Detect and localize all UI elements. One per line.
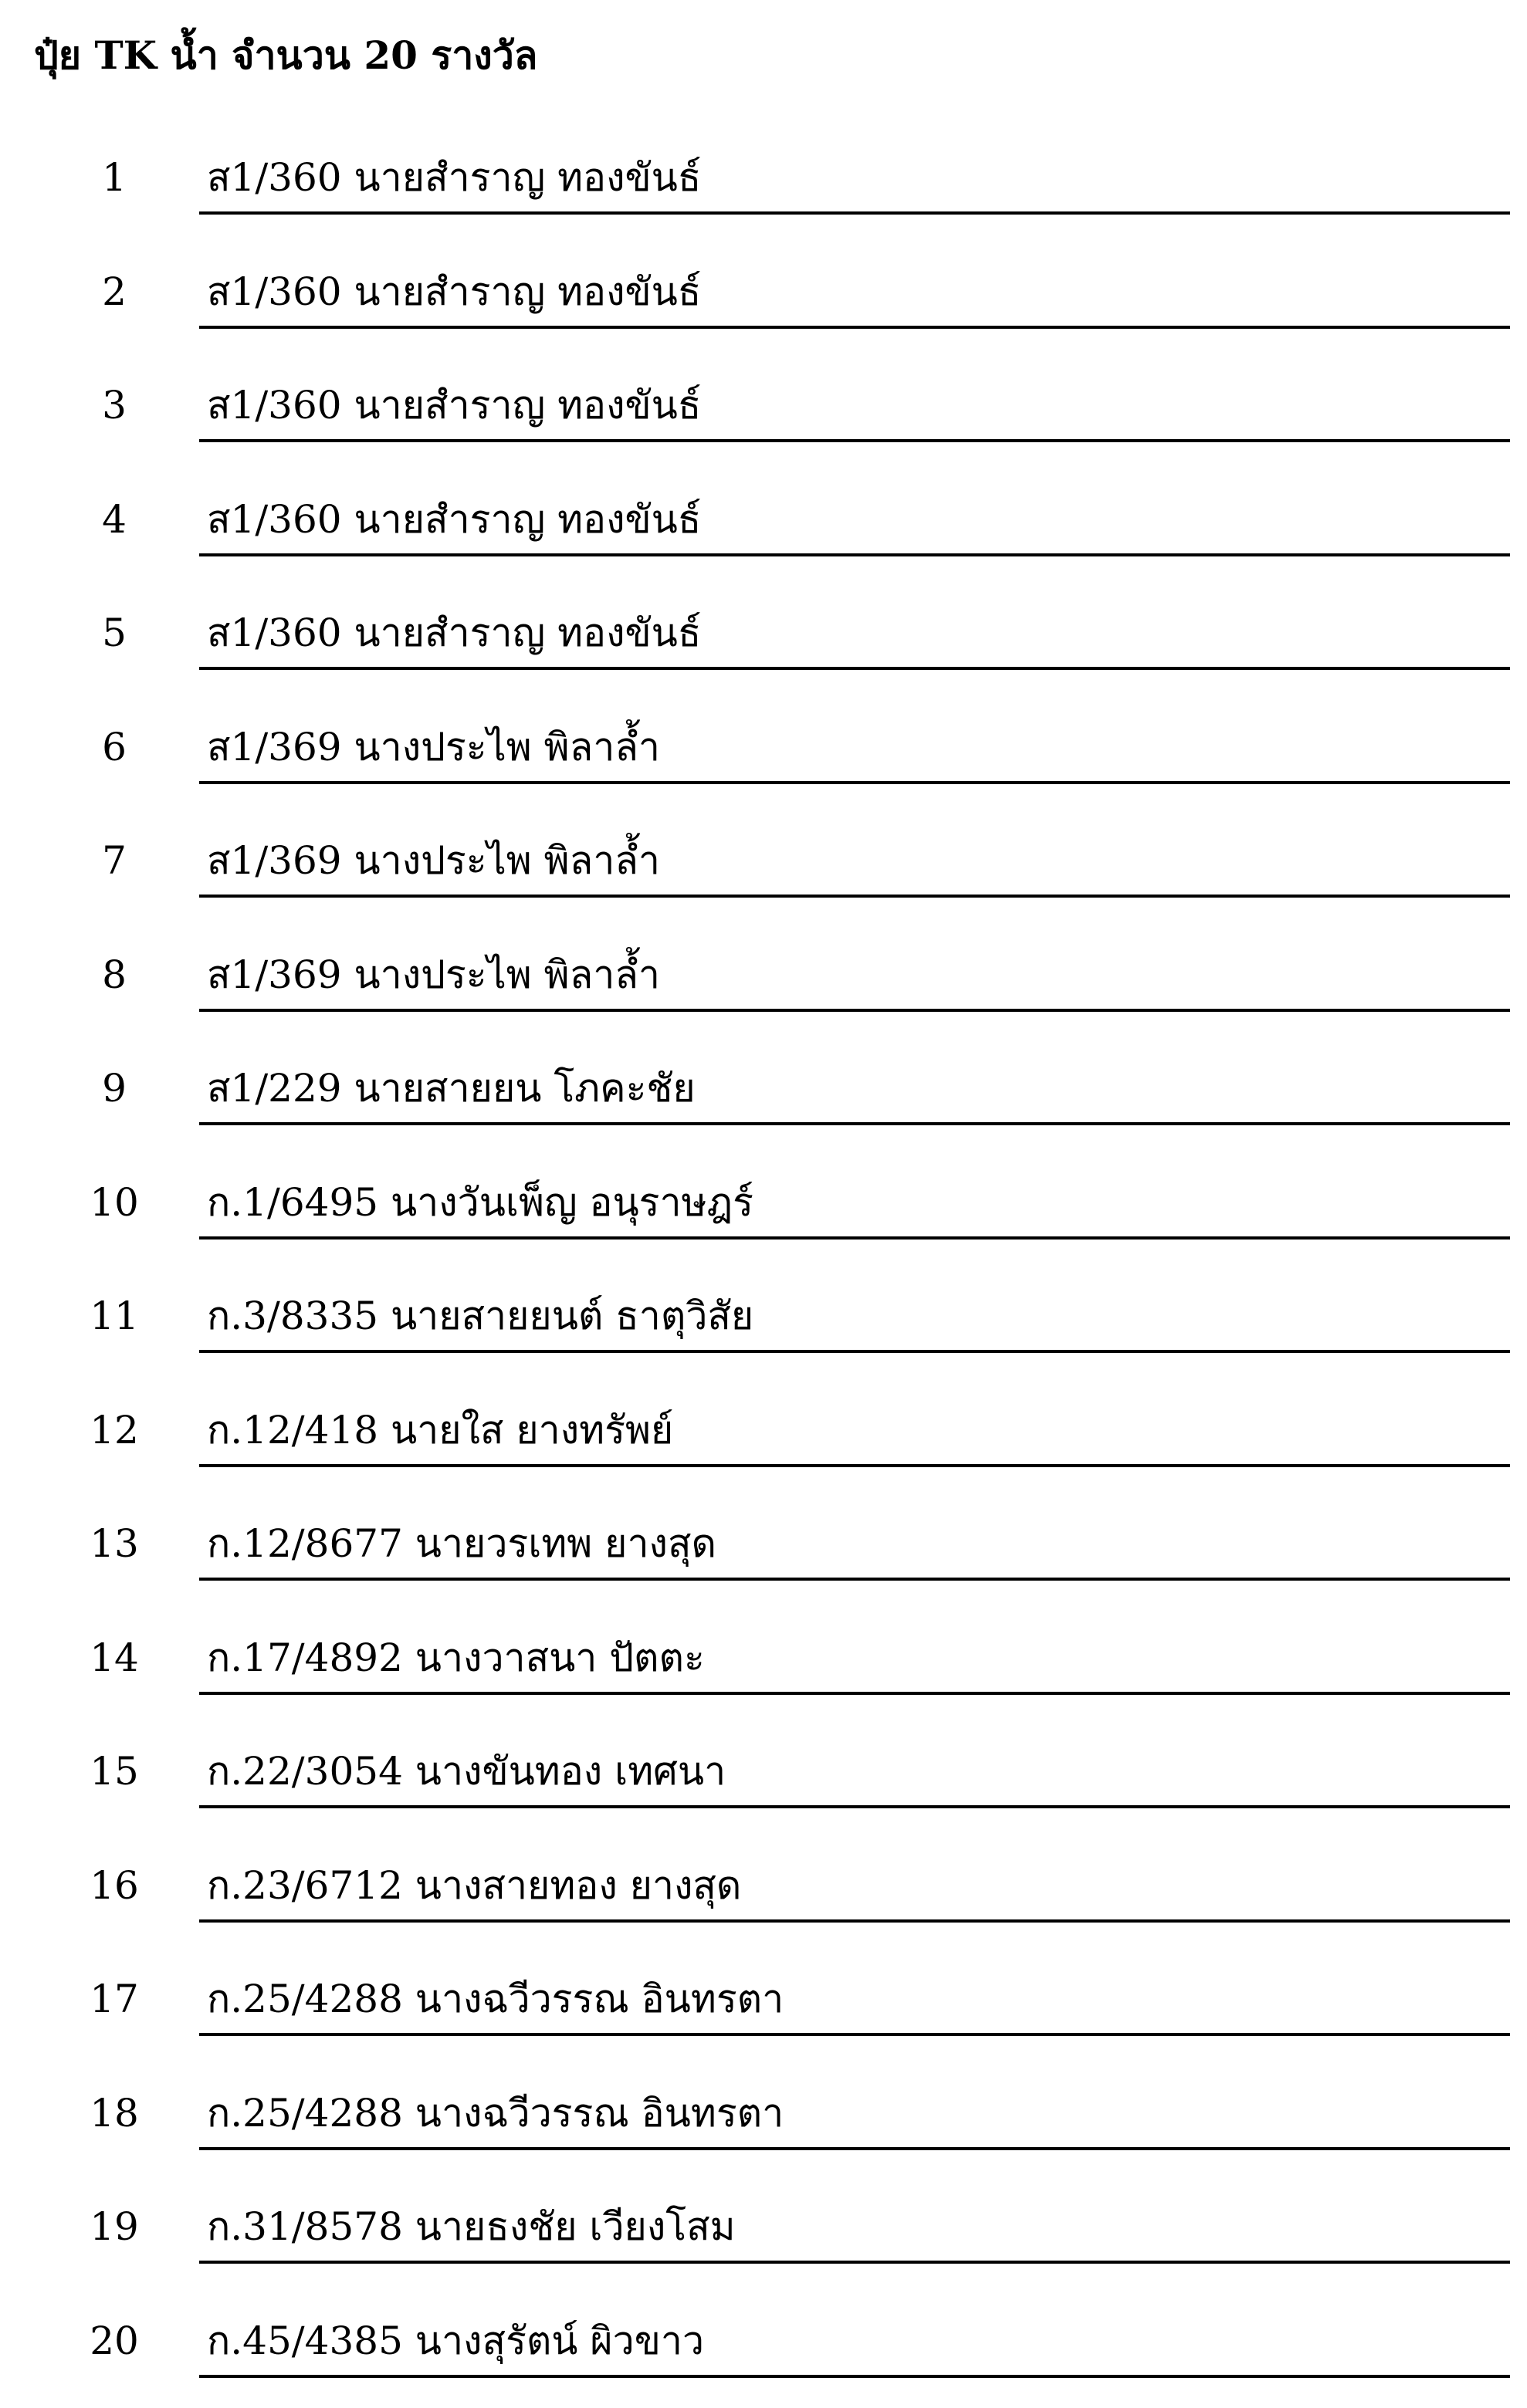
divider-line — [199, 2147, 1510, 2150]
divider-line — [199, 1236, 1510, 1240]
row-entry: ส1/360 นายสำราญ ทองขันธ์ — [207, 489, 701, 550]
row-number: 9 — [77, 1057, 151, 1119]
list-item — [0, 701, 1527, 815]
divider-line — [199, 1919, 1510, 1923]
row-entry: ก.25/4288 นางฉวีวรรณ อินทรตา — [207, 1968, 784, 2030]
list-item — [0, 1156, 1527, 1270]
list-item — [0, 1042, 1527, 1156]
row-entry: ส1/369 นางประไพ พิลาล้ำ — [207, 716, 660, 778]
divider-line — [199, 1350, 1510, 1353]
row-entry: ก.45/4385 นางสุรัตน์ ผิวขาว — [207, 2310, 704, 2372]
list-item — [0, 1839, 1527, 1953]
row-number: 5 — [77, 602, 151, 664]
row-number: 2 — [77, 261, 151, 323]
row-number: 4 — [77, 489, 151, 550]
list-item — [0, 1270, 1527, 1384]
row-number: 17 — [77, 1968, 151, 2030]
row-number: 14 — [77, 1627, 151, 1689]
divider-line — [199, 667, 1510, 670]
divider-line — [199, 2033, 1510, 2036]
row-entry: ส1/369 นางประไพ พิลาล้ำ — [207, 944, 660, 1006]
list-item — [0, 1953, 1527, 2067]
divider-line — [199, 553, 1510, 556]
list-item — [0, 1612, 1527, 1726]
row-number: 18 — [77, 2082, 151, 2144]
row-entry: ส1/360 นายสำราญ ทองขันธ์ — [207, 147, 701, 208]
row-entry: ก.17/4892 นางวาสนา ปัตตะ — [207, 1627, 705, 1689]
row-number: 16 — [77, 1855, 151, 1916]
row-entry: ก.23/6712 นางสายทอง ยางสุด — [207, 1855, 741, 1916]
list-item — [0, 1497, 1527, 1612]
divider-line — [199, 2375, 1510, 2378]
row-number: 6 — [77, 716, 151, 778]
row-entry: ส1/369 นางประไพ พิลาล้ำ — [207, 830, 660, 891]
divider-line — [199, 1805, 1510, 1808]
divider-line — [199, 326, 1510, 329]
list-item — [0, 587, 1527, 701]
divider-line — [199, 1464, 1510, 1467]
list-item — [0, 131, 1527, 245]
page-title: ปุ๋ย TK น้ำ จำนวน 20 รางวัล — [34, 25, 537, 86]
list-item — [0, 1384, 1527, 1498]
row-number: 20 — [77, 2310, 151, 2372]
list-item — [0, 1725, 1527, 1839]
row-entry: ก.12/8677 นายวรเทพ ยางสุด — [207, 1513, 716, 1574]
row-number: 1 — [77, 147, 151, 208]
divider-line — [199, 211, 1510, 215]
row-entry: ส1/360 นายสำราญ ทองขันธ์ — [207, 374, 701, 436]
divider-line — [199, 439, 1510, 442]
divider-line — [199, 1578, 1510, 1581]
row-entry: ก.1/6495 นางวันเพ็ญ อนุราษฎร์ — [207, 1172, 753, 1233]
row-number: 11 — [77, 1285, 151, 1347]
row-number: 10 — [77, 1172, 151, 1233]
list-item — [0, 473, 1527, 587]
row-number: 12 — [77, 1399, 151, 1461]
row-entry: ก.3/8335 นายสายยนต์ ธาตุวิสัย — [207, 1285, 753, 1347]
list-item — [0, 2295, 1527, 2408]
divider-line — [199, 781, 1510, 784]
divider-line — [199, 2261, 1510, 2264]
row-entry: ก.22/3054 นางขันทอง เทศนา — [207, 1740, 726, 1802]
list-item — [0, 359, 1527, 473]
row-entry: ก.12/418 นายใส ยางทรัพย์ — [207, 1399, 673, 1461]
row-entry: ก.31/8578 นายธงชัย เวียงโสม — [207, 2196, 736, 2258]
row-number: 7 — [77, 830, 151, 891]
divider-line — [199, 895, 1510, 898]
row-entry: ก.25/4288 นางฉวีวรรณ อินทรตา — [207, 2082, 784, 2144]
list-item — [0, 245, 1527, 360]
row-number: 15 — [77, 1740, 151, 1802]
row-number: 3 — [77, 374, 151, 436]
row-entry: ส1/229 นายสายยน โภคะชัย — [207, 1057, 696, 1119]
row-number: 8 — [77, 944, 151, 1006]
divider-line — [199, 1122, 1510, 1125]
list-item — [0, 814, 1527, 928]
divider-line — [199, 1692, 1510, 1695]
row-number: 19 — [77, 2196, 151, 2258]
divider-line — [199, 1009, 1510, 1012]
row-entry: ส1/360 นายสำราญ ทองขันธ์ — [207, 261, 701, 323]
winner-list — [0, 131, 1527, 2408]
row-number: 13 — [77, 1513, 151, 1574]
row-entry: ส1/360 นายสำราญ ทองขันธ์ — [207, 602, 701, 664]
list-item — [0, 2067, 1527, 2181]
list-item — [0, 928, 1527, 1043]
list-item — [0, 2180, 1527, 2295]
